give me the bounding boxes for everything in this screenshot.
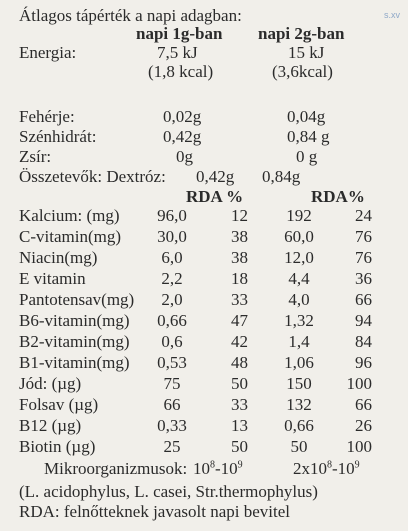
nutrient-amount-1g: 25 [163,437,181,456]
nutrient-amount-1g: 2,0 [161,290,183,309]
nutrient-rda-2g: 76 [355,248,372,267]
column-header-1g: napi 1g-ban [136,24,223,43]
energy-label: Energia: [19,43,77,62]
energy-kcal-2g: (3,6kcal) [272,62,333,81]
macro-value-1g: 0g [176,147,193,166]
nutrient-rda-1g: 33 [231,290,248,309]
nutrient-row [0,206,408,225]
nutrient-amount-1g: 75 [163,374,181,393]
nutrient-rda-1g: 50 [231,374,248,393]
ingredients-row [0,167,408,186]
nutrient-rda-1g: 47 [231,311,248,330]
nutrient-label: Niacin(mg) [19,248,98,267]
label-title: Átlagos tápérték a napi adagban: [19,6,242,25]
nutrient-rda-1g: 50 [231,437,248,456]
nutrient-amount-2g: 4,4 [288,269,310,288]
ingredients-value-1g: 0,42g [196,167,235,186]
nutrient-rda-2g: 36 [355,269,372,288]
nutrient-row [0,416,408,435]
nutrient-row [0,290,408,309]
macro-value-2g: 0,84 g [287,127,330,146]
microorganism-label: Mikroorganizmusok: [44,459,188,478]
nutrient-row [0,437,408,456]
column-header-row [0,24,408,43]
column-header-2g: napi 2g-ban [258,24,345,43]
energy-value-1g: 7,5 kJ [157,43,198,62]
rda-header-row [0,187,408,206]
ingredients-value-2g: 0,84g [262,167,301,186]
nutrient-rda-2g: 26 [355,416,372,435]
nutrient-label: Pantotensav(mg) [19,290,135,309]
nutrient-label: E vitamin [19,269,86,288]
nutrient-rda-1g: 18 [231,269,248,288]
rda-note: RDA: felnőtteknek javasolt napi bevitel [19,502,290,521]
nutrient-row [0,374,408,393]
macro-label: Szénhidrát: [19,127,97,146]
macro-value-2g: 0 g [296,147,318,166]
nutrient-rda-2g: 96 [355,353,372,372]
strains-line: (L. acidophylus, L. casei, Str.thermophylus) [19,482,318,501]
nutrient-row [0,269,408,288]
microorganism-value-2g: $2x10^8-10^9$ [293,459,360,478]
macro-value-1g: 0,42g [163,127,202,146]
rda-header-2g: RDA% [311,187,365,206]
nutrient-amount-2g: 12,0 [284,248,314,267]
nutrient-amount-1g: 96,0 [157,206,187,225]
microorganism-row [0,459,408,478]
nutrient-amount-1g: 0,6 [161,332,183,351]
macro-label: Fehérje: [19,107,75,126]
nutrient-rda-1g: 42 [231,332,248,351]
nutrient-row [0,332,408,351]
macro-row [0,147,408,166]
nutrient-rda-2g: 100 [346,374,372,393]
nutrient-row [0,395,408,414]
nutrient-row [0,248,408,267]
nutrient-rda-1g: 33 [231,395,248,414]
nutrient-row [0,311,408,330]
nutrient-rda-1g: 38 [231,227,248,246]
nutrient-label: Kalcium: (mg) [19,206,120,225]
nutrient-amount-2g: 4,0 [288,290,310,309]
nutrient-rda-1g: 48 [231,353,248,372]
nutrient-rda-2g: 24 [355,206,372,225]
nutrient-amount-2g: 50 [290,437,308,456]
nutrient-rda-2g: 84 [355,332,372,351]
macro-label: Zsír: [19,147,52,166]
microorganism-value-1g: $10^8-10^9$ [193,459,243,478]
nutrient-rda-2g: 94 [355,311,372,330]
nutrient-amount-1g: 0,66 [157,311,187,330]
macro-value-1g: 0,02g [163,107,202,126]
nutrient-amount-2g: 132 [286,395,312,414]
nutrient-amount-2g: 1,32 [284,311,314,330]
nutrient-amount-2g: 150 [286,374,312,393]
nutrient-amount-1g: 66 [163,395,181,414]
nutrient-amount-2g: 192 [286,206,312,225]
nutrient-amount-1g: 6,0 [161,248,183,267]
nutrient-amount-1g: 30,0 [157,227,187,246]
nutrient-amount-2g: 1,4 [288,332,310,351]
nutrient-label: B1-vitamin(mg) [19,353,130,372]
nutrient-label: C-vitamin(mg) [19,227,121,246]
nutrient-rda-1g: 13 [231,416,248,435]
nutrient-rda-2g: 100 [346,437,372,456]
nutrient-amount-2g: 1,06 [284,353,314,372]
nutrient-rda-2g: 66 [355,290,372,309]
nutrient-label: Jód: (µg) [19,374,82,393]
energy-value-2g: 15 kJ [288,43,325,62]
nutrient-rda-2g: 76 [355,227,372,246]
nutrient-amount-1g: 0,53 [157,353,187,372]
nutrient-amount-2g: 60,0 [284,227,314,246]
rda-header-1g: RDA % [186,187,244,206]
energy-row [0,43,408,62]
corner-mark: s.xv [383,10,400,20]
nutrient-label: Biotin (µg) [19,437,96,456]
nutrient-rda-1g: 38 [231,248,248,267]
ingredients-label: Összetevők: Dextróz: [19,167,166,186]
nutrient-label: Folsav (µg) [19,395,99,414]
macro-row [0,107,408,126]
nutrient-label: B2-vitamin(mg) [19,332,130,351]
energy-kcal-row [0,62,408,81]
nutrient-amount-1g: 2,2 [161,269,183,288]
macro-value-2g: 0,04g [287,107,326,126]
nutrient-amount-2g: 0,66 [284,416,314,435]
nutrient-amount-1g: 0,33 [157,416,187,435]
nutrient-label: B12 (µg) [19,416,82,435]
nutrient-row [0,353,408,372]
nutrient-row [0,227,408,246]
macro-row [0,127,408,146]
nutrient-label: B6-vitamin(mg) [19,311,130,330]
nutrient-rda-2g: 66 [355,395,372,414]
nutrient-rda-1g: 12 [231,206,248,225]
energy-kcal-1g: (1,8 kcal) [148,62,214,81]
